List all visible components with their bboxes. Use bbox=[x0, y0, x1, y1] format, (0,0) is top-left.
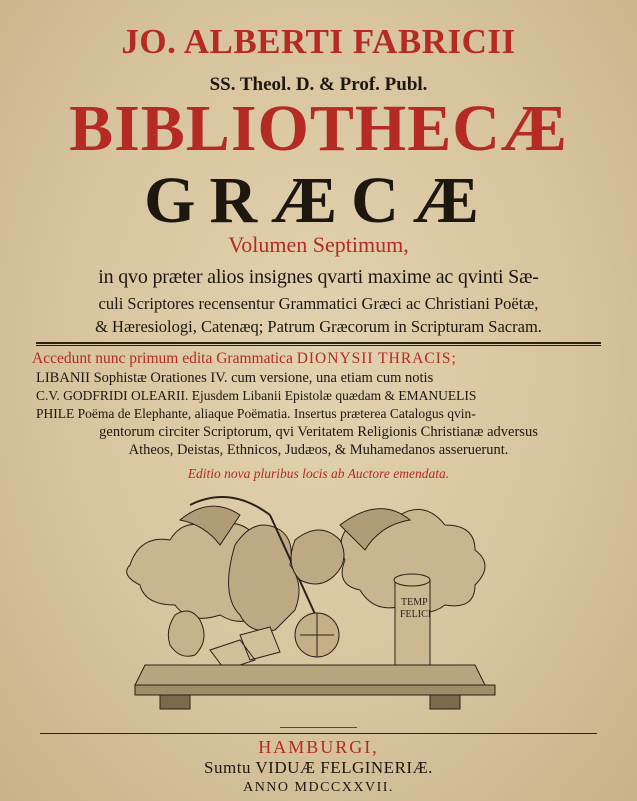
table-foot-right bbox=[430, 695, 460, 709]
author-name: JO. ALBERTI FABRICII bbox=[121, 22, 516, 61]
divider-rule-thin bbox=[36, 345, 601, 346]
column-inscription-1: TEMP bbox=[401, 597, 428, 608]
description-line-2: culi Scriptores recensentur Grammatici Græci ac Christiani Poëtæ, bbox=[98, 294, 539, 313]
divider-rule bbox=[36, 342, 601, 344]
imprint-rule bbox=[40, 733, 597, 734]
short-ornament-rule bbox=[280, 727, 357, 728]
accedunt-line-1 bbox=[32, 350, 457, 368]
dionysius-name: DIONYSII THRACIS; bbox=[296, 350, 457, 367]
accedunt-red-text: Accedunt nunc primum edita Grammatica bbox=[32, 350, 293, 367]
engraved-vignette bbox=[120, 485, 520, 720]
accedunt-line-6: Atheos, Deistas, Ethnicos, Judæos, & Muhamedanos asseruerunt. bbox=[128, 442, 509, 458]
imprint-year: ANNO MDCCXXVII. bbox=[243, 780, 394, 795]
accedunt-line-2: LIBANII Sophistæ Orationes IV. cum versione, una etiam cum notis bbox=[36, 370, 434, 386]
imprint-publisher: Sumtu VIDUÆ FELGINERIÆ. bbox=[204, 758, 433, 777]
volume-label: Volumen Septimum, bbox=[228, 232, 409, 257]
imprint-city: HAMBURGI, bbox=[258, 737, 379, 757]
cherub bbox=[168, 611, 204, 656]
title-line-1: BIBLIOTHECÆ bbox=[69, 92, 568, 165]
accedunt-line-3: C.V. GODFRIDI OLEARII. Ejusdem Libanii Epistolæ quædam & EMANUELIS bbox=[36, 388, 477, 403]
winged-figure bbox=[291, 530, 344, 584]
description-line-1: in qvo præter alios insignes qvarti maxime ac qvinti Sæ- bbox=[98, 266, 539, 288]
accedunt-line-4: PHILE Poëma de Elephante, aliaque Poëmatia. Insertus præterea Catalogus qvin- bbox=[36, 406, 476, 421]
books bbox=[210, 627, 280, 670]
accedunt-line-5: gentorum circiter Scriptorum, qvi Veritatem Religionis Christianæ adversus bbox=[99, 424, 538, 440]
author-titles: SS. Theol. D. & Prof. Publ. bbox=[209, 74, 428, 95]
description-line-3: & Hæresiologi, Catenæq; Patrum Græcorum in Scripturam Sacram. bbox=[95, 317, 542, 336]
pedestal-base bbox=[135, 685, 495, 695]
table-foot-left bbox=[160, 695, 190, 709]
column-top bbox=[394, 574, 430, 586]
globe-on-stand bbox=[295, 613, 339, 657]
edition-note: Editio nova pluribus locis ab Auctore emendata. bbox=[187, 466, 450, 481]
pedestal-table bbox=[135, 665, 485, 685]
title-line-2: GRÆCÆ bbox=[144, 164, 493, 237]
column-inscription-2: FELICI bbox=[400, 609, 432, 620]
